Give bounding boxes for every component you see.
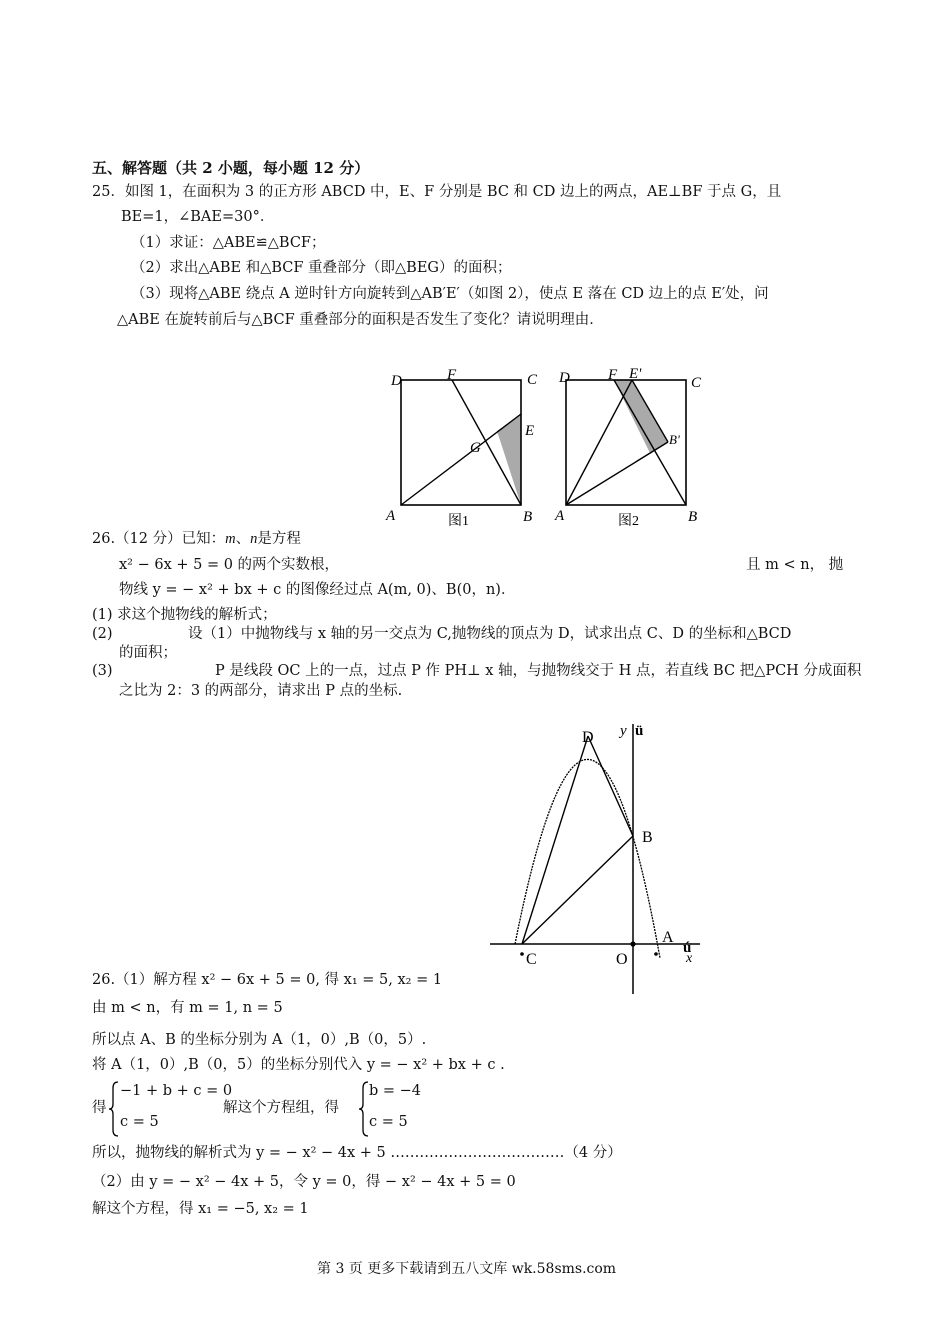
- solution-line8: 解这个方程，得 x₁ = −5, x₂ = 1: [92, 1201, 309, 1217]
- system2-eq1: b = −4: [369, 1083, 422, 1099]
- fig2-label-f: F: [608, 367, 618, 383]
- fig2-label-b: B: [688, 509, 698, 525]
- y-axis-arrow-icon: ü: [635, 723, 644, 739]
- q26-var-m: m: [225, 531, 236, 547]
- system1-eq1: −1 + b + c = 0: [120, 1083, 233, 1099]
- q26-header-tail: 是方程: [257, 531, 301, 547]
- solution-line3: 所以点 A、B 的坐标分别为 A（1，0）,B（0，5）.: [92, 1032, 427, 1048]
- system2-eq2: c = 5: [369, 1114, 408, 1130]
- q26-sub3-num: (3): [92, 663, 113, 679]
- fig1-label-c: C: [527, 372, 538, 388]
- graph-label-c: C: [526, 951, 537, 968]
- q26-condition: 且 m < n， 抛: [746, 557, 844, 573]
- system-brace-left: [108, 1080, 120, 1138]
- q26-sub2-cont: 的面积；: [119, 645, 177, 661]
- q26-separator: 、: [235, 531, 251, 547]
- q26-sub2: 设（1）中抛物线与 x 轴的另一交点为 C,抛物线的顶点为 D，试求出点 C、D 的坐标和△BCD: [188, 626, 792, 642]
- parabola-graph: [490, 718, 710, 998]
- fig1-label-d: D: [391, 373, 402, 389]
- q26-sub3-cont: 之比为 2：3 的两部分，请求出 P 点的坐标.: [119, 683, 403, 699]
- graph-label-b: B: [642, 829, 653, 846]
- figure-1: [380, 362, 550, 532]
- solution-line2: 由 m < n，有 m = 1, n = 5: [92, 1000, 283, 1016]
- q25-line1: 25．如图 1，在面积为 3 的正方形 ABCD 中，E、F 分别是 BC 和 CD 边上的两点，AE⊥BF 于点 G，且: [92, 184, 782, 200]
- fig2-label-a: A: [555, 508, 565, 524]
- q25-part3: （3）现将△ABE 绕点 A 逆时针方向旋转到△AB′E′（如图 2），使点 E 落在 CD 边上的点 E′处，问: [131, 286, 769, 302]
- fig1-label-b: B: [523, 509, 533, 525]
- q26-header-text: 26.（12 分）已知：: [92, 531, 226, 547]
- solution-line7: （2）由 y = − x² − 4x + 5，令 y = 0，得 − x² − 4x + 5 = 0: [92, 1174, 516, 1190]
- system1-eq2: c = 5: [120, 1114, 159, 1130]
- fig2-label-b-prime: B': [669, 432, 680, 447]
- solution-mid: 解这个方程组，得: [223, 1100, 339, 1116]
- figure-2: [548, 362, 723, 532]
- fig2-caption: 图2: [618, 514, 639, 529]
- graph-label-o: O: [616, 951, 628, 968]
- solution-de: 得: [92, 1100, 107, 1116]
- q25-line2: BE=1，∠BAE=30°．: [121, 209, 275, 225]
- fig2-label-c: C: [691, 375, 702, 391]
- q26-sub2-num: (2): [92, 626, 113, 642]
- q26-sub1: (1) 求这个抛物线的解析式；: [92, 607, 277, 623]
- q26-var-n: n: [250, 531, 258, 547]
- fig1-label-a: A: [386, 508, 396, 524]
- q25-part1: （1）求证：△ABE≌△BCF；: [131, 235, 326, 251]
- graph-label-a: A: [662, 929, 674, 946]
- q26-sub3: P 是线段 OC 上的一点，过点 P 作 PH⊥ x 轴，与抛物线交于 H 点，若直线 BC 把△PCH 分成面积: [215, 663, 862, 679]
- fig1-caption: 图1: [448, 514, 469, 529]
- page-footer: 第 3 页 更多下载请到五八文库 wk.58sms.com: [317, 1261, 617, 1277]
- q25-part2: （2）求出△ABE 和△BCF 重叠部分（即△BEG）的面积；: [131, 260, 512, 276]
- fig2-label-d: D: [559, 370, 570, 386]
- section-title: 五、解答题（共 2 小题，每小题 12 分）: [92, 159, 370, 177]
- fig1-label-f: F: [447, 367, 457, 383]
- solution-line4: 将 A（1，0）,B（0，5）的坐标分别代入 y = − x² + bx + c .: [92, 1057, 505, 1073]
- q25-part3-cont: △ABE 在旋转前后与△BCF 重叠部分的面积是否发生了变化？请说明理由．: [117, 312, 604, 328]
- q26-header: [92, 529, 301, 549]
- solution-line1: 26.（1）解方程 x² − 6x + 5 = 0, 得 x₁ = 5, x₂ = 1: [92, 972, 443, 988]
- graph-label-y: y: [620, 723, 627, 739]
- x-axis-arrow-icon: ú: [683, 940, 692, 956]
- solution-line6: 所以，抛物线的解析式为 y = − x² − 4x + 5 ………………………………（4 分）: [92, 1145, 622, 1161]
- q26-parabola: 物线 y = − x² + bx + c 的图像经过点 A(m, 0)、B(0，n)．: [119, 582, 516, 598]
- graph-label-x: x: [686, 951, 693, 966]
- fig1-label-e: E: [525, 423, 535, 439]
- fig2-label-e-prime: E': [629, 366, 642, 382]
- fig1-label-g: G: [470, 440, 481, 456]
- q26-equation: x² − 6x + 5 = 0 的两个实数根，: [119, 557, 340, 573]
- graph-label-d: D: [582, 729, 594, 746]
